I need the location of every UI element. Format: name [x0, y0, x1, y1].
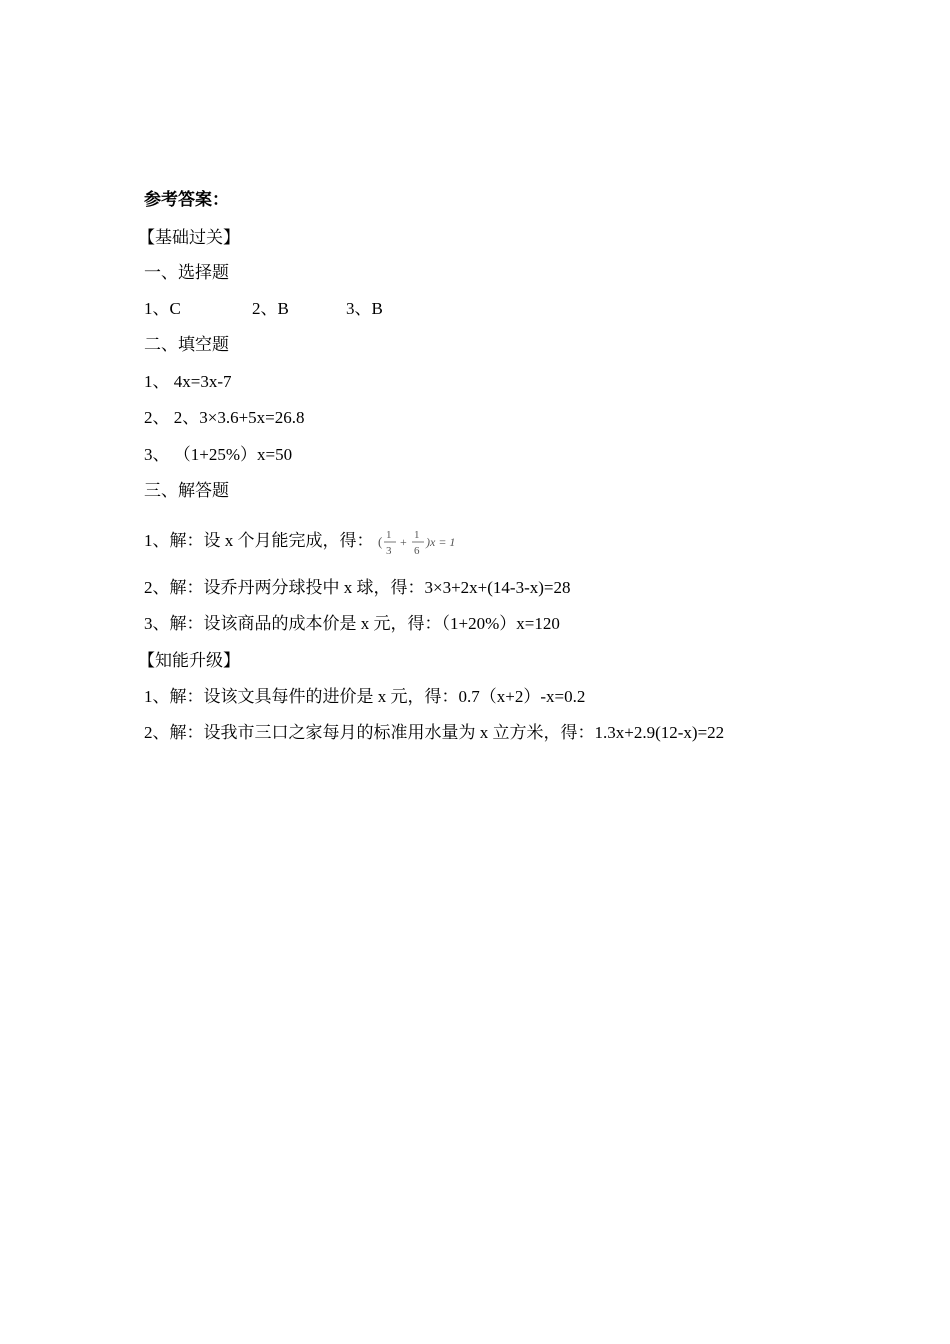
formula-numerator-2: 1	[413, 529, 419, 541]
mc-answer-2: 2、B	[252, 299, 289, 318]
fraction-equation	[376, 527, 472, 557]
part-multiple-choice-title: 一、选择题	[144, 263, 229, 282]
answer-heading: 参考答案：	[144, 190, 229, 209]
formula-tail: )x = 1	[425, 535, 455, 549]
mc-answer-1: 1、C	[144, 299, 181, 318]
advanced-item-2: 2、解：设我市三口之家每月的标准用水量为 x 立方米，得：1.3x+2.9(12-x)=22	[144, 723, 725, 742]
fill-blank-item-1: 1、 4x=3x-7	[144, 372, 232, 391]
formula-denominator-1: 3	[385, 545, 391, 557]
advanced-item-1: 1、解：设该文具每件的进价是 x 元，得：0.7（x+2）-x=0.2	[144, 687, 586, 706]
formula-denominator-2: 6	[413, 545, 419, 557]
formula-open-paren: (	[377, 534, 382, 549]
formula-plus: +	[399, 535, 407, 549]
formula-numerator-1: 1	[385, 529, 391, 541]
section-advanced-title: 【知能升级】	[138, 651, 240, 670]
part-solution-title: 三、解答题	[144, 481, 229, 500]
solution-item-1	[144, 527, 472, 557]
mc-answer-3: 3、B	[346, 299, 383, 318]
solution-item-2: 2、解：设乔丹两分球投中 x 球，得：3×3+2x+(14-3-x)=28	[144, 578, 571, 597]
fill-blank-item-3: 3、 （1+25%）x=50	[144, 445, 293, 464]
multiple-choice-answers	[144, 298, 383, 320]
section-basic-title: 【基础过关】	[138, 228, 240, 247]
fill-blank-item-2: 2、 2、3×3.6+5x=26.8	[144, 408, 305, 427]
solution-item-1-text: 1、解：设 x 个月能完成，得：	[144, 530, 374, 550]
solution-item-3: 3、解：设该商品的成本价是 x 元，得：（1+20%）x=120	[144, 614, 560, 633]
part-fill-blank-title: 二、填空题	[144, 335, 229, 354]
